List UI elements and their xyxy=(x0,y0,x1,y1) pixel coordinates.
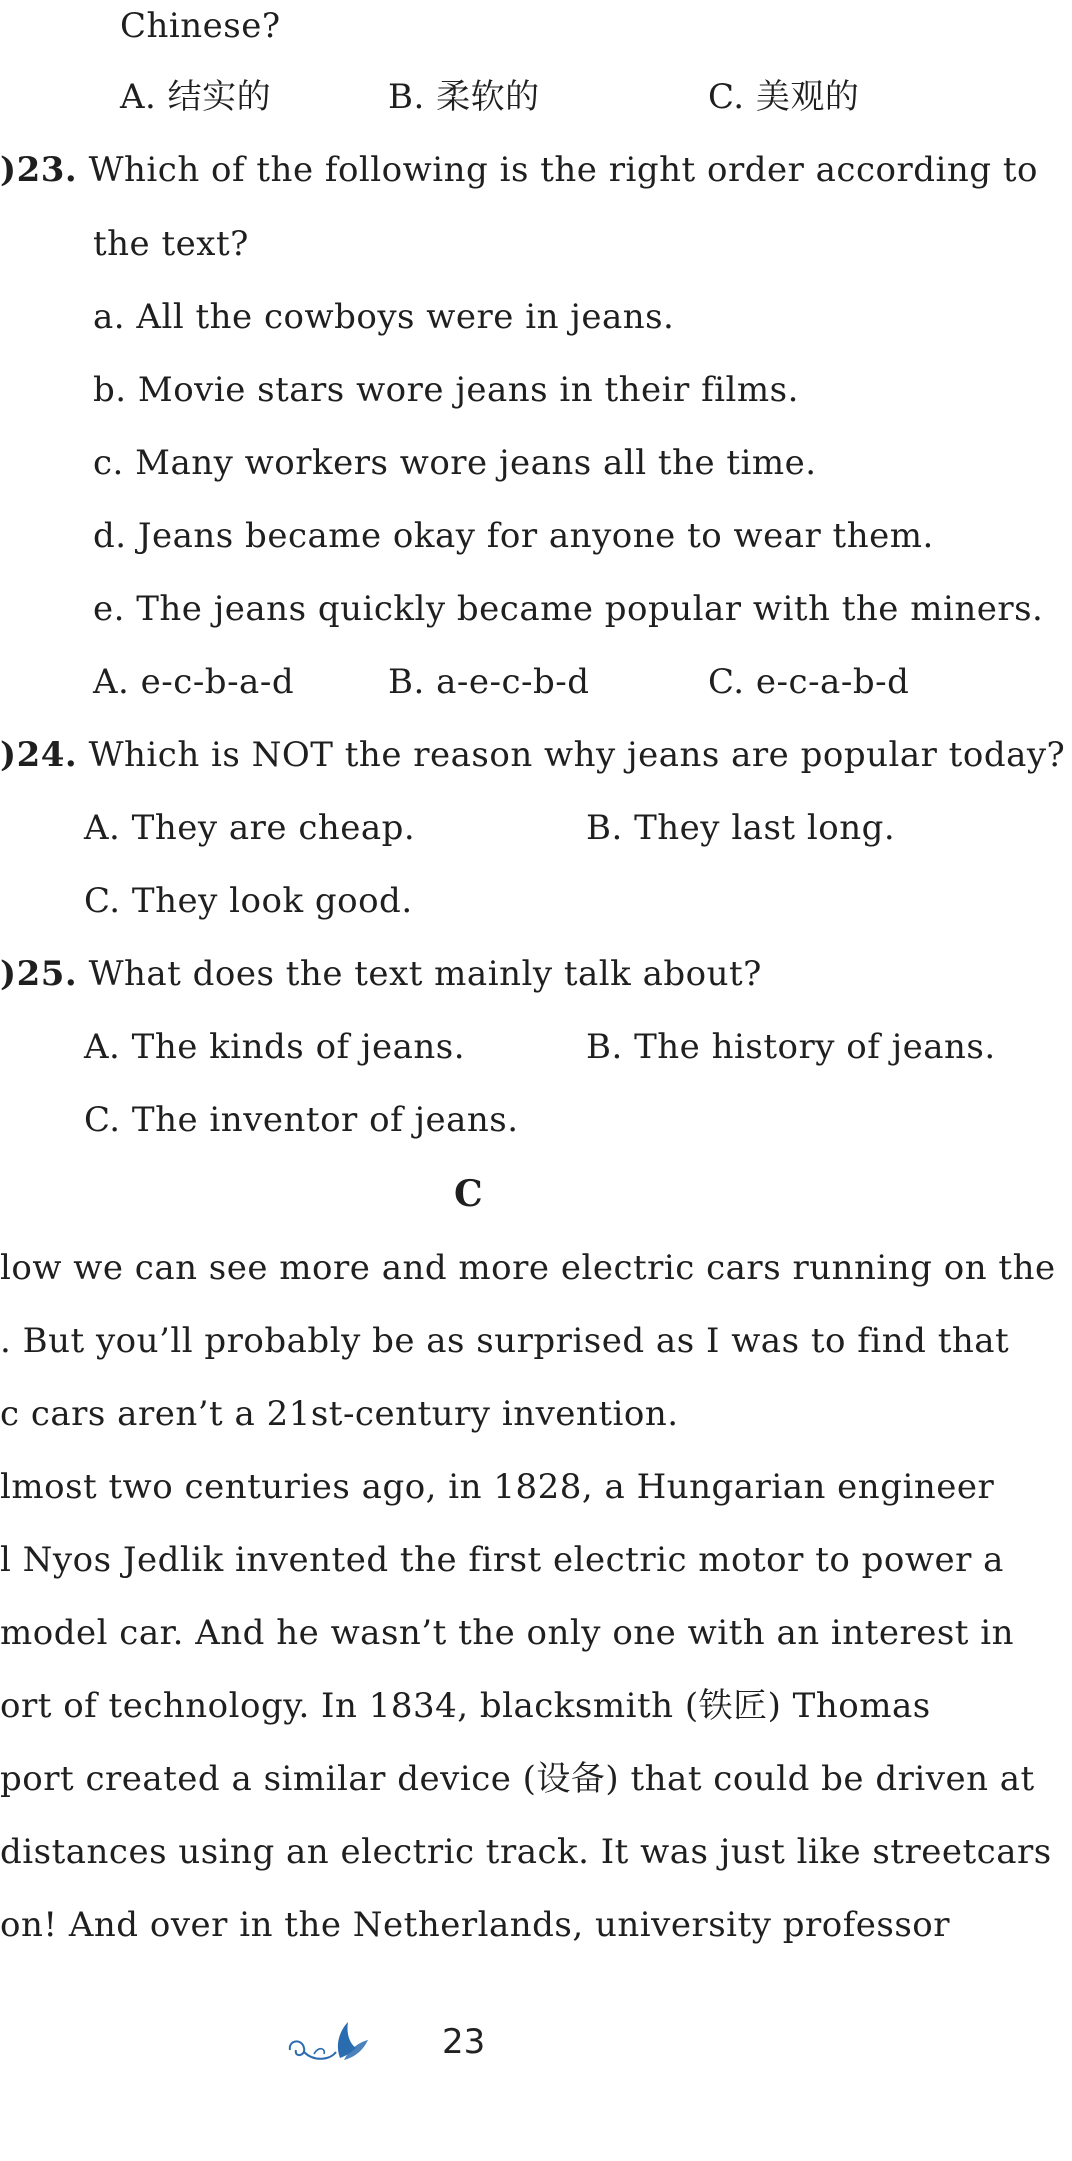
passage-line: . But you’ll probably be as surprised as I was to find that xyxy=(0,1321,1010,1361)
q25-option-c: C. The inventor of jeans. xyxy=(84,1100,519,1140)
q25-number: )25. xyxy=(0,954,78,994)
passage-line: model car. And he wasn’t the only one with an interest in xyxy=(0,1613,1015,1653)
q23-item-d: d. Jeans became okay for anyone to wear them. xyxy=(93,516,934,556)
page-number: 23 xyxy=(442,2022,486,2062)
passage-line: distances using an electric track. It was just like streetcars xyxy=(0,1832,1052,1872)
q25-option-b: B. The history of jeans. xyxy=(586,1027,996,1067)
q24-option-c: C. They look good. xyxy=(84,881,413,921)
q23-item-e: e. The jeans quickly became popular with the miners. xyxy=(93,589,1044,629)
q22-stem-tail: Chinese? xyxy=(120,6,281,46)
q23-item-a: a. All the cowboys were in jeans. xyxy=(93,297,675,337)
q23-option-c: C. e-c-a-b-d xyxy=(708,662,910,702)
q23-item-c: c. Many workers wore jeans all the time. xyxy=(93,443,817,483)
q23-stem: Which of the following is the right order according to xyxy=(88,150,1038,190)
q22-option-b: B. 柔软的 xyxy=(388,77,540,117)
q23-option-b: B. a-e-c-b-d xyxy=(388,662,590,702)
passage-line: low we can see more and more electric cars running on the xyxy=(0,1248,1056,1288)
passage-line: ort of technology. In 1834, blacksmith (铁匠) Thomas xyxy=(0,1686,931,1726)
passage-line: l Nyos Jedlik invented the first electric motor to power a xyxy=(0,1540,1004,1580)
q24-stem: Which is NOT the reason why jeans are popular today? xyxy=(88,735,1066,775)
q22-option-a: A. 结实的 xyxy=(120,77,272,117)
q24-question xyxy=(0,733,1065,777)
q24-number: )24. xyxy=(0,735,78,775)
q25-stem: What does the text mainly talk about? xyxy=(88,954,762,994)
q24-option-b: B. They last long. xyxy=(586,808,896,848)
q25-option-a: A. The kinds of jeans. xyxy=(84,1027,466,1067)
q23-question xyxy=(0,148,1038,192)
q23-stem-cont: the text? xyxy=(93,224,249,264)
passage-line: lmost two centuries ago, in 1828, a Hungarian engineer xyxy=(0,1467,995,1507)
q23-option-a: A. e-c-b-a-d xyxy=(93,662,295,702)
passage-line: c cars aren’t a 21st-century invention. xyxy=(0,1394,679,1434)
q23-number: )23. xyxy=(0,150,78,190)
passage-line: port created a similar device (设备) that could be driven at xyxy=(0,1759,1035,1799)
swirl-butterfly-ornament-icon xyxy=(284,2018,370,2068)
section-heading: C xyxy=(454,1173,484,1215)
q22-option-c: C. 美观的 xyxy=(708,77,860,117)
q25-question xyxy=(0,952,762,996)
passage-line: on! And over in the Netherlands, university professor xyxy=(0,1905,951,1945)
q23-item-b: b. Movie stars wore jeans in their films. xyxy=(93,370,799,410)
q24-option-a: A. They are cheap. xyxy=(84,808,416,848)
